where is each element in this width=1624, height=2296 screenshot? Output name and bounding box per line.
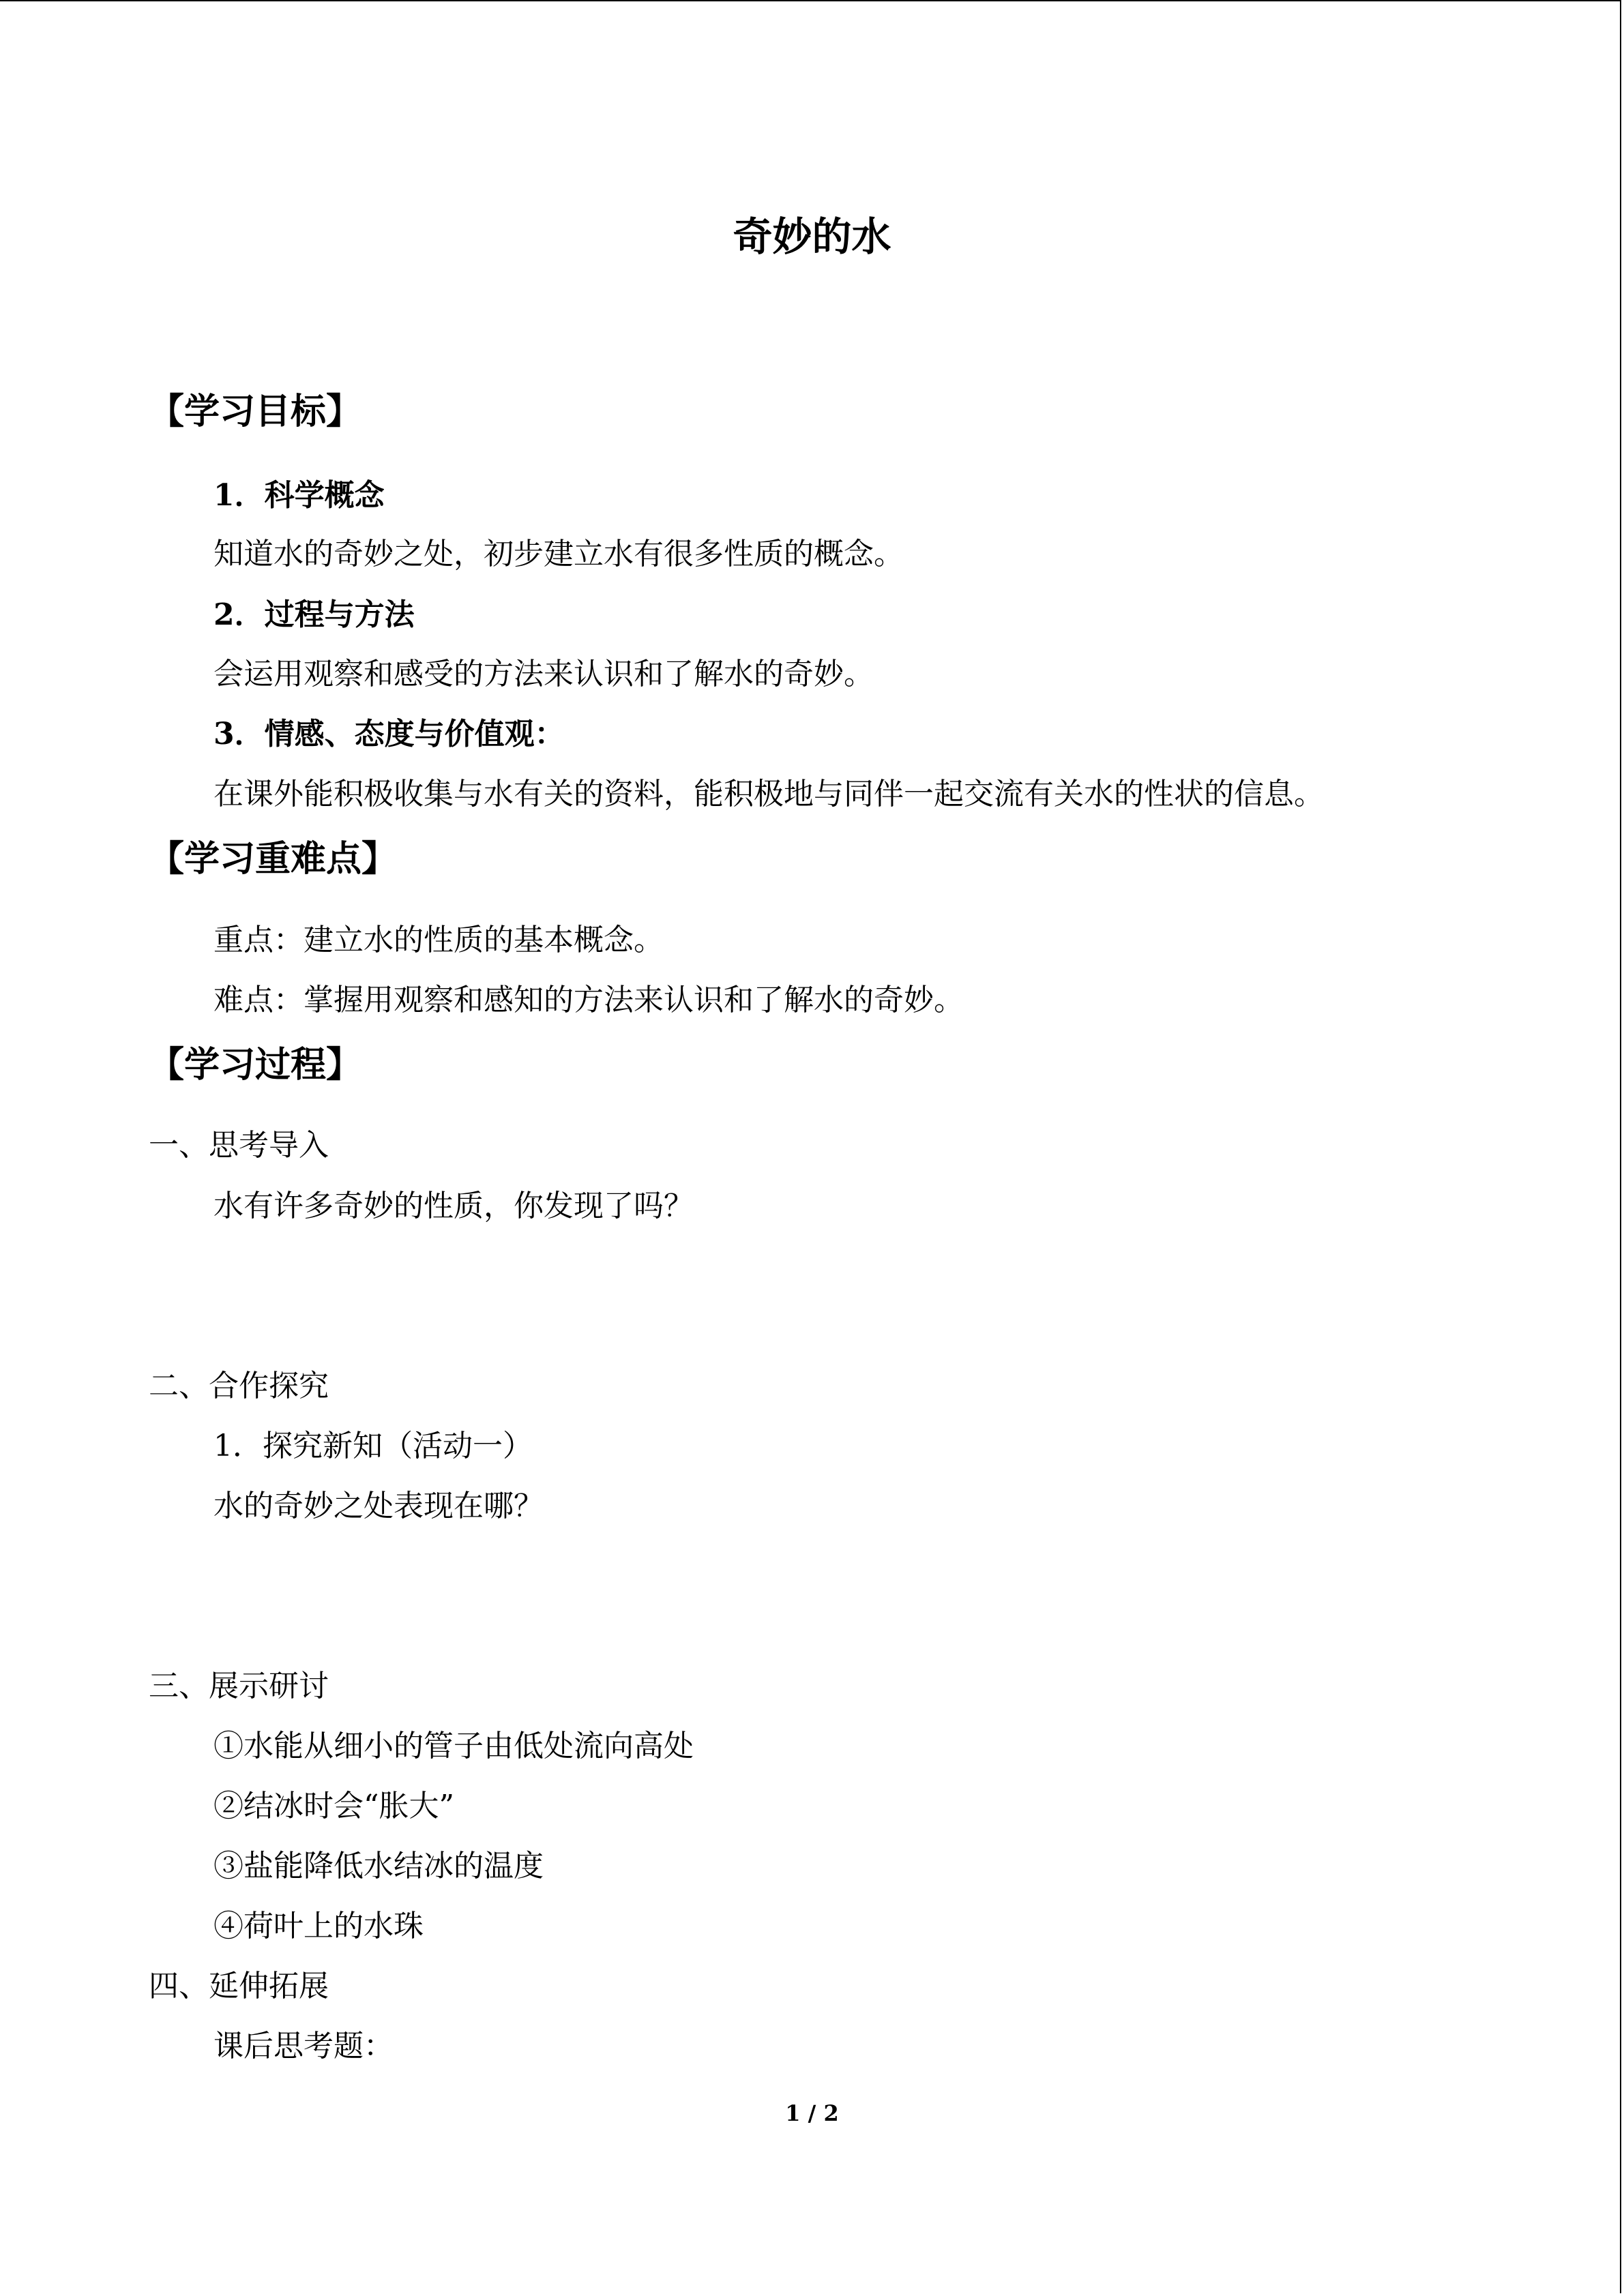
step-2-text: 水的奇妙之处表现在哪？ [213, 1489, 544, 1523]
step-2-subheading: 1．探究新知（活动一） [213, 1429, 533, 1463]
step-3-item-4: ④荷叶上的水珠 [213, 1909, 424, 1943]
step-4-text: 课后思考题： [213, 2029, 394, 2063]
objectives-heading: 【学习目标】 [149, 391, 362, 432]
step-1-text: 水有许多奇妙的性质，你发现了吗？ [213, 1189, 694, 1223]
objective-2-text: 会运用观察和感受的方法来认识和了解水的奇妙。 [213, 657, 874, 691]
objective-3-heading: 3．情感、态度与价值观： [213, 717, 565, 751]
step-4-heading: 四、延伸拓展 [149, 1969, 329, 2003]
step-3-item-2: ②结冰时会“胀大” [213, 1789, 454, 1823]
key-point-text: 重点：建立水的性质的基本概念。 [213, 923, 664, 957]
page-number: 1 / 2 [785, 2100, 839, 2126]
difficulty-text: 难点：掌握用观察和感知的方法来认识和了解水的奇妙。 [213, 983, 964, 1017]
page-title: 奇妙的水 [733, 213, 891, 260]
objective-1-text: 知道水的奇妙之处，初步建立水有很多性质的概念。 [213, 537, 904, 571]
objective-1-heading: 1．科学概念 [213, 478, 385, 513]
step-1-heading: 一、思考导入 [149, 1128, 329, 1163]
step-3-item-1: ①水能从细小的管子由低处流向高处 [213, 1729, 694, 1763]
step-3-heading: 三、展示研讨 [149, 1669, 329, 1703]
objective-2-heading: 2．过程与方法 [213, 597, 415, 632]
step-2-heading: 二、合作探究 [149, 1369, 329, 1403]
objective-3-text: 在课外能积极收集与水有关的资料，能积极地与同伴一起交流有关水的性状的信息。 [213, 777, 1324, 811]
key-points-heading: 【学习重难点】 [149, 838, 398, 880]
step-3-item-3: ③盐能降低水结冰的温度 [213, 1849, 544, 1883]
process-heading: 【学习过程】 [149, 1044, 362, 1086]
